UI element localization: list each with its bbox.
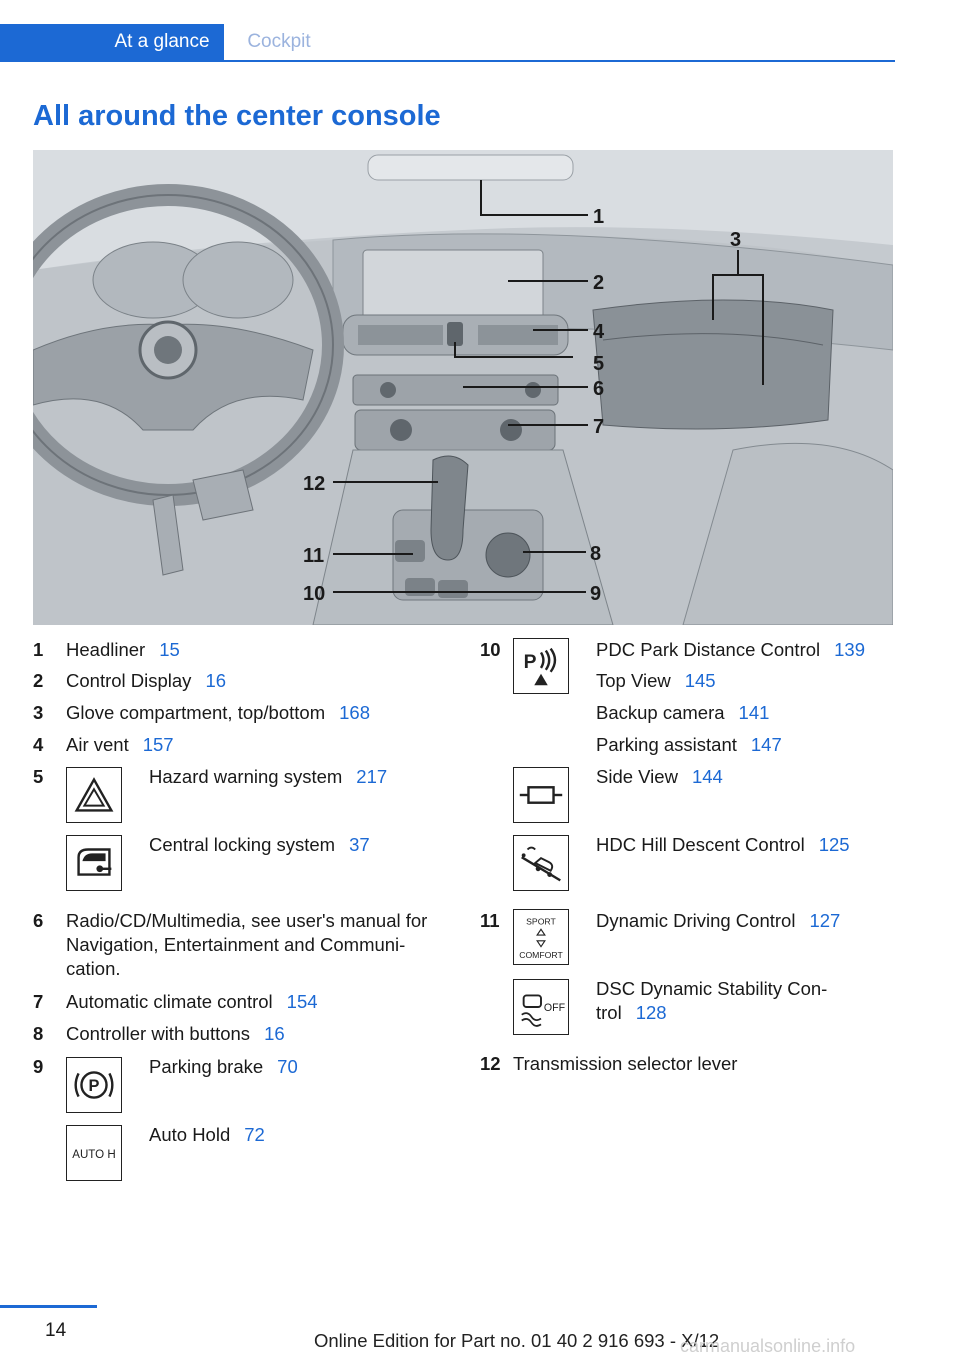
item-text: PDC Park Distance Control [596, 639, 821, 660]
item-text: Transmission selector lever [513, 1053, 738, 1074]
callout-3: 3 [730, 229, 742, 251]
item-number: 12 [480, 1053, 501, 1074]
item-label [149, 1055, 298, 1079]
item-number: 2 [33, 670, 44, 691]
legend-left-column [33, 638, 453, 1198]
pdc-sensor-icon [513, 638, 569, 694]
item-text-line: Navigation, Entertainment and Communi- [66, 934, 406, 955]
item-text: Control Display [66, 670, 192, 691]
item-text-line: Radio/CD/Multimedia, see user's manual for [66, 910, 428, 931]
sport-comfort-icon [513, 909, 569, 965]
item-text: Backup camera [596, 702, 725, 723]
watermark: carmanualsonline.info [680, 1336, 856, 1356]
footer-divider [0, 1305, 97, 1308]
callout-5: 5 [593, 353, 605, 375]
item-text: Dynamic Driving Control [596, 910, 796, 931]
tab-cockpit[interactable]: Cockpit [247, 31, 311, 52]
item-text: Controller with buttons [66, 1023, 251, 1044]
item-text: Glove compartment, top/bottom [66, 702, 326, 723]
page-reference-link[interactable]: 125 [818, 834, 850, 855]
sport-label: SPORT [526, 916, 556, 927]
callout-6: 6 [593, 378, 605, 400]
legend-right-column [480, 638, 900, 1098]
item-label [596, 977, 876, 1025]
dsc-off-label: OFF [543, 1001, 566, 1014]
callout-10: 10 [303, 583, 326, 605]
page-reference-link[interactable]: 157 [142, 734, 174, 755]
item-text: Side View [596, 766, 678, 787]
page-reference-link[interactable]: 144 [691, 766, 723, 787]
page-reference-link[interactable]: 154 [286, 991, 318, 1012]
page-title: All around the center console [33, 100, 441, 132]
item-label [66, 638, 180, 662]
hill-descent-icon [513, 835, 569, 891]
item-label [149, 765, 387, 789]
side-view-camera-icon [513, 767, 569, 823]
item-label [149, 833, 370, 857]
page-reference-link[interactable]: 217 [356, 766, 388, 787]
callout-12: 12 [303, 473, 326, 495]
callout-9: 9 [590, 583, 602, 605]
edition-footer: Online Edition for Part no. 01 40 2 916 693 - X/12 [314, 1330, 720, 1351]
page-reference-link[interactable]: 15 [159, 639, 180, 660]
svg-text:P: P [523, 651, 537, 673]
cockpit-drawing [33, 150, 893, 625]
door-lock-key-icon [66, 835, 122, 891]
item-number: 1 [33, 639, 44, 660]
item-text: Parking brake [149, 1056, 264, 1077]
page-reference-link[interactable]: 128 [635, 1002, 667, 1023]
item-label [596, 669, 716, 693]
item-label [66, 733, 174, 757]
item-number: 6 [33, 910, 44, 931]
callout-11: 11 [303, 545, 325, 567]
page-number: 14 [45, 1320, 67, 1341]
item-number: 10 [480, 639, 501, 660]
item-label [149, 1123, 265, 1147]
item-label [596, 733, 782, 757]
svg-text:P: P [88, 1076, 100, 1095]
item-number: 11 [480, 910, 500, 931]
item-text-line: cation. [66, 958, 121, 979]
page-reference-link[interactable]: 139 [834, 639, 866, 660]
item-text: HDC Hill Descent Control [596, 834, 805, 855]
item-text: Headliner [66, 639, 146, 660]
item-label [66, 909, 456, 981]
item-label [513, 1052, 737, 1076]
item-label [596, 638, 865, 662]
page-reference-link[interactable]: 147 [750, 734, 782, 755]
item-label [66, 1022, 285, 1046]
item-label [66, 701, 370, 725]
item-label [596, 765, 723, 789]
item-number: 4 [33, 734, 44, 755]
chapter-header [0, 24, 895, 62]
center-console-illustration [33, 150, 893, 625]
page-reference-link[interactable]: 16 [264, 1023, 285, 1044]
callout-2: 2 [593, 272, 605, 294]
item-text-line: trol [596, 1002, 622, 1023]
item-text: Auto Hold [149, 1124, 231, 1145]
callout-4: 4 [593, 321, 605, 343]
item-number: 5 [33, 766, 44, 787]
item-text: Air vent [66, 734, 129, 755]
tab-at-a-glance[interactable]: At a glance [100, 24, 224, 60]
page-reference-link[interactable]: 70 [277, 1056, 298, 1077]
parking-brake-icon [66, 1057, 122, 1113]
item-text: Automatic climate control [66, 991, 273, 1012]
page-reference-link[interactable]: 16 [205, 670, 227, 691]
item-text-line: DSC Dynamic Stability Con- [596, 978, 828, 999]
comfort-label: COMFORT [519, 950, 563, 961]
header-accent-block [0, 24, 100, 60]
callout-8: 8 [590, 543, 602, 565]
callout-7: 7 [593, 416, 605, 438]
hazard-triangle-icon [66, 767, 122, 823]
page-reference-link[interactable]: 141 [738, 702, 770, 723]
item-number: 8 [33, 1023, 44, 1044]
page-reference-link[interactable]: 127 [809, 910, 841, 931]
item-text: Parking assistant [596, 734, 737, 755]
page-reference-link[interactable]: 145 [684, 670, 716, 691]
item-label [596, 701, 769, 725]
item-label [596, 833, 850, 857]
auto-hold-icon-text: AUTO H [72, 1148, 116, 1161]
item-text: Top View [596, 670, 671, 691]
page-reference-link[interactable]: 72 [244, 1124, 265, 1145]
item-number: 7 [33, 991, 44, 1012]
item-label [596, 909, 840, 933]
auto-hold-icon [66, 1125, 122, 1181]
item-number: 9 [33, 1056, 44, 1077]
item-label [66, 990, 318, 1014]
item-text: Central locking system [149, 834, 336, 855]
callout-1: 1 [593, 206, 605, 228]
dsc-off-icon [513, 979, 569, 1035]
item-label [66, 669, 226, 693]
item-text: Hazard warning system [149, 766, 343, 787]
page-reference-link[interactable]: 37 [349, 834, 370, 855]
item-number: 3 [33, 702, 44, 723]
page-reference-link[interactable]: 168 [339, 702, 370, 723]
